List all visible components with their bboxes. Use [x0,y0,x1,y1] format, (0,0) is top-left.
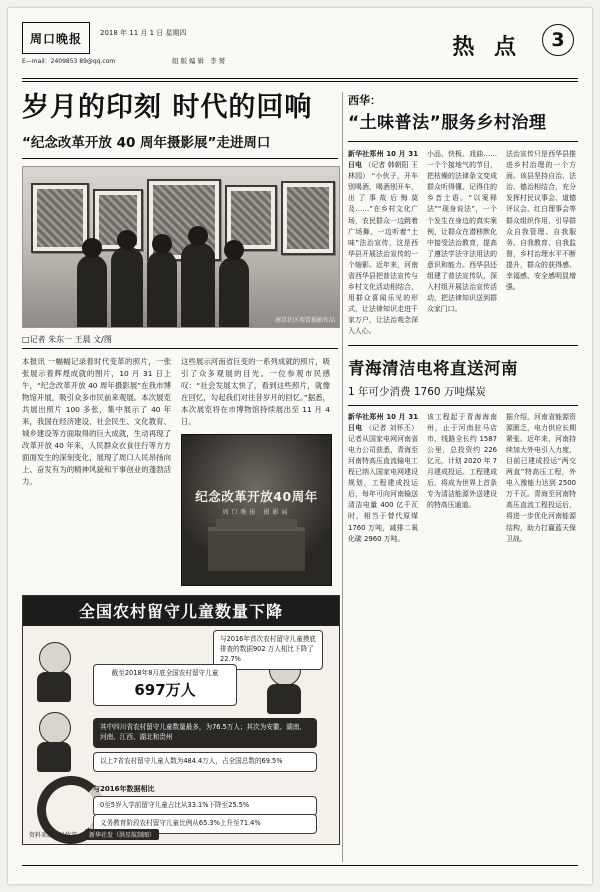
infographic [22,595,340,845]
article2-dateline: 新华社郑州 10 月 31 日电 [348,413,418,433]
infographic-footer [29,829,333,840]
photo-person [147,251,177,327]
newspaper-logo [22,22,90,54]
article2-body [348,412,578,545]
infographic-body [23,626,339,844]
article1-dateline: 新华社郑州 10 月 31 日电 [348,150,418,170]
main-stat-label: 截至2018年8月底全国农村留守儿童 [111,668,219,677]
left-column [22,92,338,845]
article1-col1 [348,149,418,337]
left-subhead: “纪念改革开放 40 周年摄影展”走进周口 [22,135,271,152]
photo-person [219,257,249,327]
article1-col3: 法治宣传只是西华县推进乡村治理的一个方面。该县坚持自治、法治、德治相结合，充分发挥村民议事会、道德评议会、红白理事会等群众组织作用，引导群众自我管理、自我服务、自我教育、自我监督，乡村治理水平不断提升，群众的获得感、幸福感、安全感明显增强。 [506,150,576,291]
poster-subtitle: 周口晚报 摄影展 [222,508,291,516]
stat-detail-bubble: 其中四川省农村留守儿童数量最多，为76.5万人；其次为安徽、湖南、河南、江西、湖北和贵州 [93,718,317,748]
article2-credit: （记者 刘怀丕） [365,424,418,433]
compare-title: 与2016年数据相比 [93,784,155,793]
infographic-agency: 新华社发（洪星航制图） [85,829,159,840]
article1-col2: 小品、快板、戏曲……一个个接地气的节目，把枯燥的法律条文变成群众听得懂、记得住的乡音土语。“以案释法”“现身说法”，一个个发生在身边的真实案例，让群众在潜移默化中接受法治教育，提高了遵法学法守法用法的意识和能力。西华县还组建了普法宣传队，深入村组开展法治宣传活动，把法律知识送到群众家门口。 [427,150,497,313]
photo-person [77,255,107,327]
page-number: 3 [542,24,574,56]
main-stat-value: 697万人 [134,680,196,699]
left-headline: 岁月的印刻 时代的回响 [22,92,313,123]
article2-title: 青海清洁电将直送河南 [348,359,518,379]
note-top-bubble: 与2016年首次农村留守儿童摸底排查的数据902 万人相比下降了 22.7% [213,630,323,670]
byline: □记者 朱东一 王晨 文/图 [22,334,338,349]
header-rule-thin [22,81,578,82]
article2-subtitle: 1 年可少消费 1760 万吨煤炭 [348,386,486,399]
article1-credit: （记者 韩朝阳 王林园） [348,161,419,181]
exhibition-photo [22,166,340,328]
left-body-col2: 这些展示河南省巨变的一系列成就的照片，吸引了众多观展的目光。一位参观市民感叹：“社会发展太快了，看到这些照片，就像在回忆，勾起我们对往昔岁月的回忆。”据悉，本次展览将在市博物馆持续展出至 11 月 4 日。 [181,357,330,426]
photo-person [181,243,215,327]
kid-illustration-left [39,642,71,702]
article1-body [348,149,578,337]
article2-rule [348,405,578,406]
article2-col1-text: 记者从国家电网河南省电力公司获悉，青海至河南特高压直流输电工程已纳入国家电网建设规划，工程建成投运后，每年可向河南输送清洁电量 400 亿千瓦时，相当于替代原煤 1760 万吨，减排二氧化碳 2960 万吨。 [348,435,418,543]
article2-col3: 据介绍，河南省能源资源匮乏，电力供应长期紧张。近年来，河南持续加大外电引入力度，目前已建成投运“两交两直”特高压工程，外电入豫能力达到 2500 万千瓦。青海至河南特高压直流工程投运后，将进一步优化河南能源结构，助力打赢蓝天保卫战。 [506,413,576,543]
logo-text: 周口晚报 [29,31,82,46]
header-rule [22,78,578,79]
compare-row-1: 0至5岁入学前留守儿童占比从33.1%下降至25.5% [93,796,317,816]
newspaper-sheet [8,8,592,884]
masthead [22,22,578,74]
article2-col1 [348,412,418,545]
exhibition-poster [181,434,332,586]
article1-title: “土味普法”服务乡村治理 [348,113,547,133]
photo-frame [281,181,335,255]
main-stat-bubble [93,664,237,706]
article1-rule [348,141,578,142]
left-body [22,356,338,586]
article-separator [348,345,578,346]
poster-gate-graphic [208,527,305,571]
issue-date: 2018 年 11 月 1 日 星期四 [100,29,187,37]
compare-row-2: 义务教育阶段农村留守儿童比例从65.3%上升至71.4% [93,814,317,834]
editor-line: 组版编辑 李赟 [172,57,228,65]
article2-col2: 该工程起于青海海南州，止于河南驻马店市，线路全长约 1587 公里，总投资约 226 亿元，计划 2020 年 7 月建成投运。工程建成后，将成为世界上首条专为清洁能源外送建设的特高压通道。 [427,413,497,510]
article1-col1-text: “小伙子，开车别喝酒，喝酒别开车，出了事故后悔莫及……”在乡村文化广场，农民群众一边跳着广场舞，一边听着“土味”法治宣传，这是西华县开展法治宣传的一个缩影。近年来，河南省西华县把普法宣传与乡村文化活动相结合，用群众喜闻乐见的形式，让法律知识走进千家万户，让法治观念深入人心。 [348,172,419,335]
photo-person [111,247,143,327]
left-body-col1: 本报讯 一幅幅记录着时代变革的照片，一张张展示着辉煌成就的图片，10 月 31 日上午，“纪念改革开放 40 周年摄影展”在我市博物馆开展，吸引众多市民前来观展。本次展览共展出照片 100 多张，集中展示了 40 年来，我国在经济建设、社会民生、文化教育、城乡建设等方面取得的巨大成就，生动再现了改革开放 40 年来，人民群众衣食住行等方方面面发生的深刻变化，展现了周口人民昂扬向上、奋发有为的精神风貌和干事创业的蓬勃活力。 [22,357,171,486]
article1-kicker: 西华： [348,94,381,107]
right-column [348,92,578,545]
photo-frame [31,183,89,253]
photo-caption: 南京社区观看摄影作品 [274,317,335,325]
footer-rule [22,865,578,866]
kid-illustration-left-2 [39,712,71,772]
infographic-title: 全国农村留守儿童数量下降 [23,596,339,626]
poster-title: 纪念改革开放40周年 [195,488,318,504]
section-title: 热 点 [452,35,522,60]
column-divider [342,92,343,862]
stat-detail2-bubble: 以上7省农村留守儿童人数为484.4万人，占全国总数的69.5% [93,752,317,772]
headline-rule [22,158,338,159]
infographic-source: 资料来源：民政部 [29,831,78,839]
email-line: E—mail：2409853 89@qq.com [22,58,116,65]
